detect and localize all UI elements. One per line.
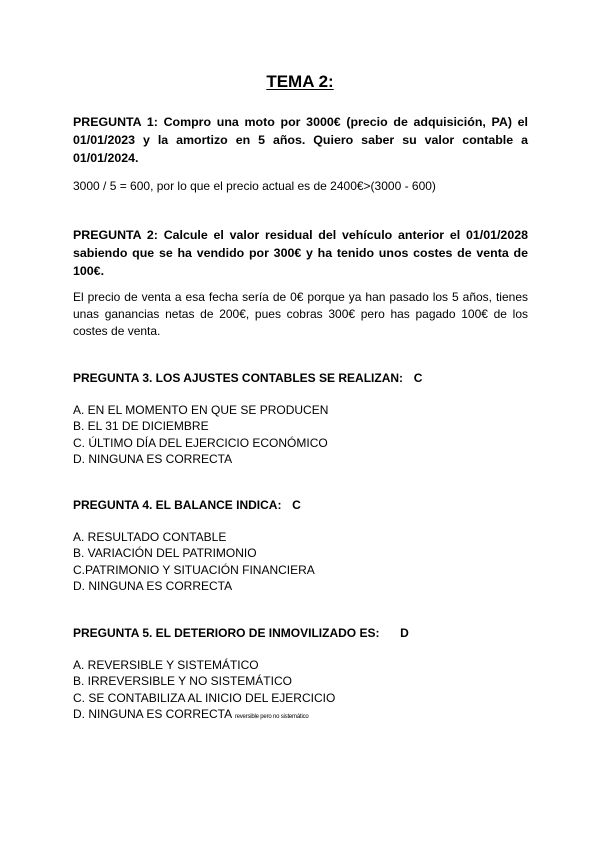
question-3-options: [73, 402, 528, 467]
question-5-option-c: C. SE CONTABILIZA AL INICIO DEL EJERCICIO: [73, 690, 336, 705]
question-2-answer: El precio de venta a esa fecha sería de 0€ porque ya han pasado los 5 años, tienes unas ganancias netas de 200€, pues cobras 300€ pero has pagado 100€ de los costes de venta.: [73, 290, 528, 338]
question-2-text: PREGUNTA 2: Calcule el valor residual del vehículo anterior el 01/01/2028 sabiendo que se ha vendido por 300€ y ha tenido unos costes de venta de 100€.: [73, 228, 528, 278]
question-5-options: [73, 657, 528, 725]
question-4-option-c: C.PATRIMONIO Y SITUACIÓN FINANCIERA: [73, 562, 315, 577]
question-4-option-b: B. VARIACIÓN DEL PATRIMONIO: [73, 546, 257, 561]
question-5-heading: [73, 625, 528, 642]
question-4-block: [73, 497, 528, 514]
question-1-block: [73, 113, 528, 167]
question-4-chosen-answer: C: [292, 498, 301, 512]
question-3-option-d: D. NINGUNA ES CORRECTA: [73, 451, 233, 466]
question-1-answer-block: [73, 178, 528, 195]
question-3-option-a: A. EN EL MOMENTO EN QUE SE PRODUCEN: [73, 403, 329, 417]
question-3-option-b: B. EL 31 DE DICIEMBRE: [73, 419, 209, 434]
question-4-options: [73, 529, 528, 594]
question-5-option-b: B. IRREVERSIBLE Y NO SISTEMÁTICO: [73, 674, 292, 689]
question-4-text: PREGUNTA 4. EL BALANCE INDICA:: [73, 498, 282, 512]
question-3-option-c: C. ÚLTIMO DÍA DEL EJERCICIO ECONÓMICO: [73, 435, 328, 450]
question-3-text: PREGUNTA 3. LOS AJUSTES CONTABLES SE REALIZAN:: [73, 371, 404, 385]
question-3-block: [73, 370, 528, 387]
question-2-block: [73, 226, 528, 280]
question-5-option-a: A. REVERSIBLE Y SISTEMÁTICO: [73, 658, 259, 672]
question-5-block: [73, 625, 528, 642]
question-3-chosen-answer: C: [413, 371, 423, 385]
question-1-answer: 3000 / 5 = 600, por lo que el precio actual es de 2400€>(3000 - 600): [73, 179, 436, 193]
question-5-text: PREGUNTA 5. EL DETERIORO DE INMOVILIZADO ES:: [73, 626, 380, 640]
question-3-heading: [73, 370, 528, 387]
question-5-option-d-text: D. NINGUNA ES CORRECTA: [73, 706, 232, 721]
document-title: TEMA 2:: [266, 72, 334, 91]
question-5-chosen-answer: D: [400, 626, 409, 640]
question-4-heading: [73, 497, 528, 514]
question-5-option-d: [73, 706, 528, 725]
question-2-answer-block: [73, 289, 528, 340]
question-4-option-a: A. RESULTADO CONTABLE: [73, 530, 227, 544]
question-1-text: PREGUNTA 1: Compro una moto por 3000€ (precio de adquisición, PA) el 01/01/2023 y la amortizo en 5 años. Quiero saber su valor contable a 01/01/2024.: [73, 115, 528, 165]
question-5-handwritten-note: reversible pero no sistemático: [234, 713, 309, 720]
question-4-option-d: D. NINGUNA ES CORRECTA: [73, 578, 233, 593]
